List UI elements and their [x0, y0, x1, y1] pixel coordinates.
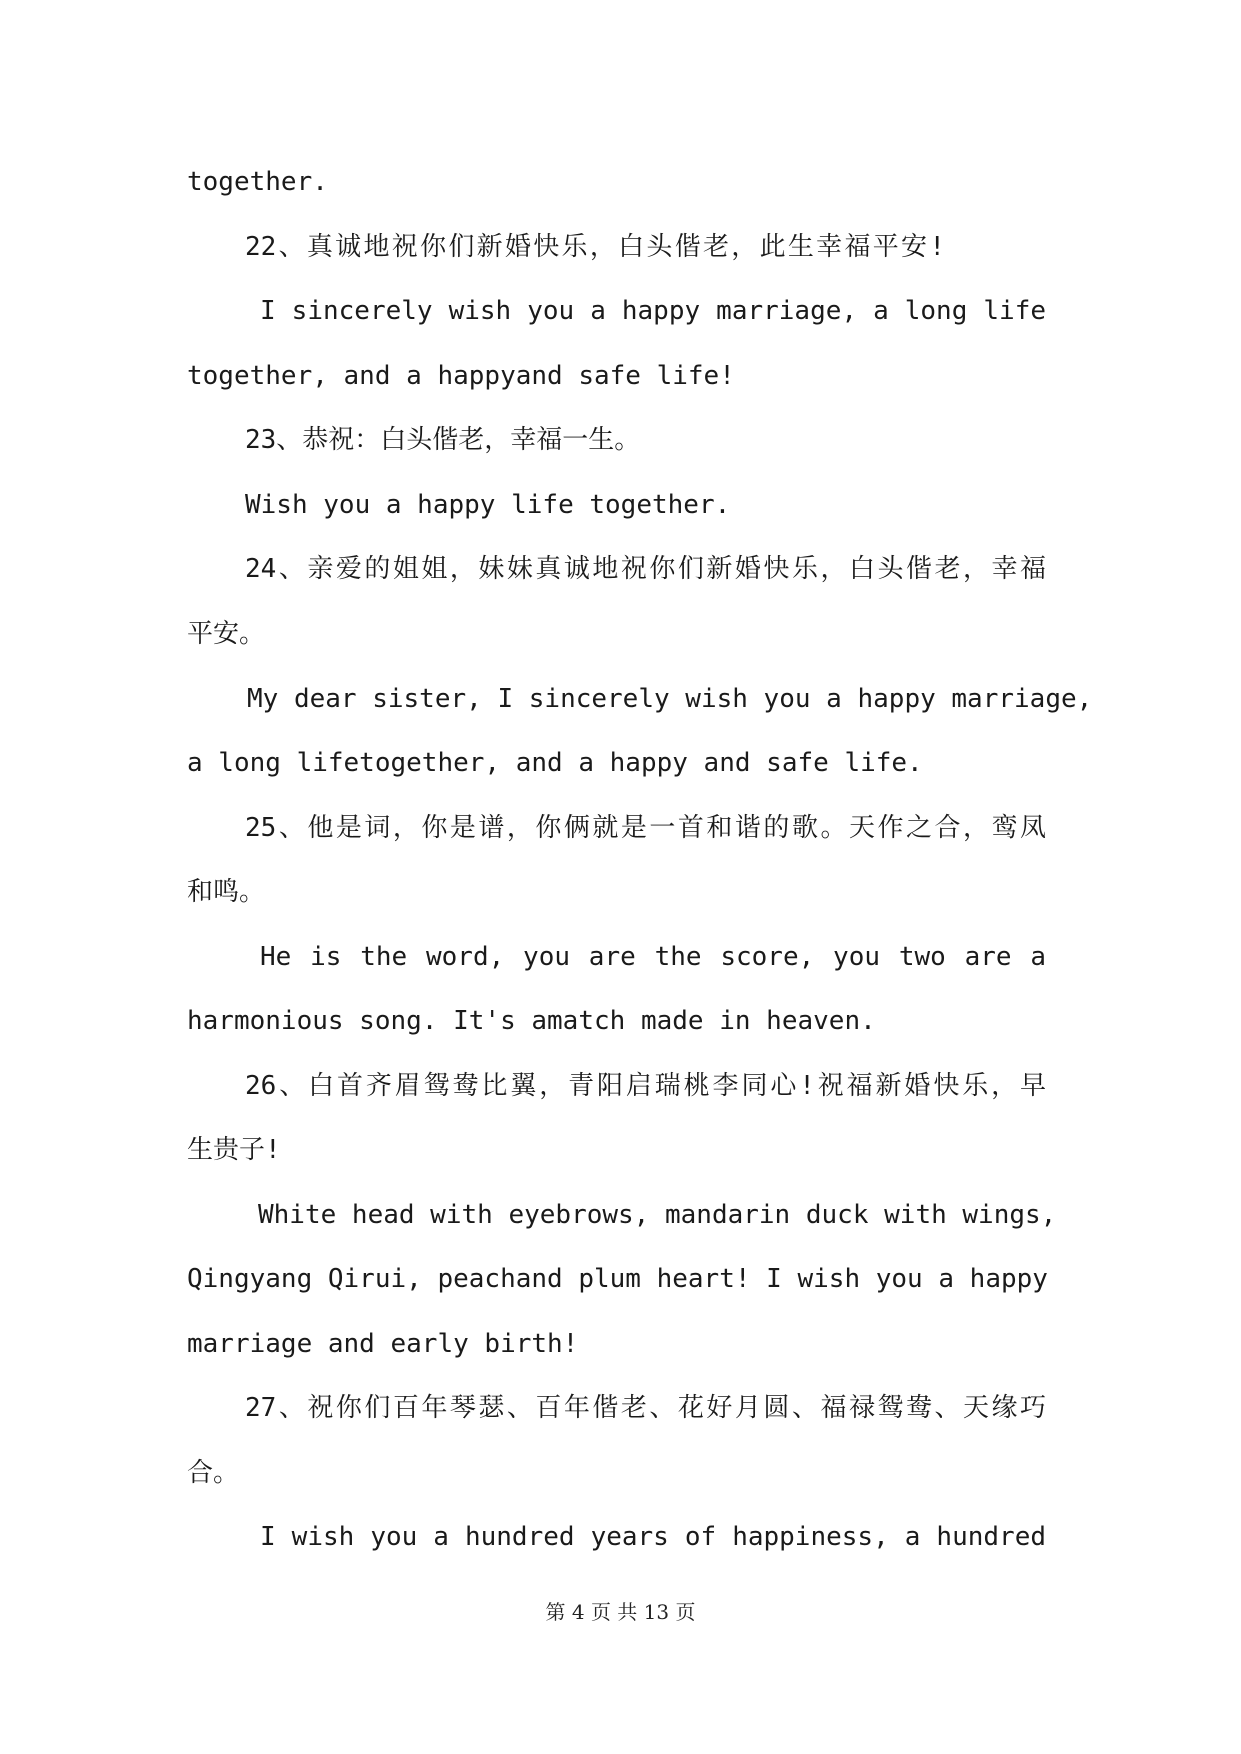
- text-line: a long lifetogether, and a happy and safe life.: [187, 748, 923, 778]
- text-line: 25、他是词，你是谱，你俩就是一首和谐的歌。天作之合，鸾凤: [245, 813, 1046, 843]
- text-line: together, and a happyand safe life!: [187, 361, 735, 391]
- text-line: Wish you a happy life together.: [245, 490, 731, 520]
- text-line: 23、恭祝：白头偕老，幸福一生。: [245, 425, 641, 455]
- text-line: I wish you a hundred years of happiness, a hundred: [260, 1522, 1046, 1552]
- text-line: 27、祝你们百年琴瑟、百年偕老、花好月圆、福禄鸳鸯、天缘巧: [245, 1393, 1046, 1423]
- text-line: He is the word, you are the score, you two are a: [260, 942, 1046, 972]
- text-line: 平安。: [187, 619, 266, 649]
- text-line: I sincerely wish you a happy marriage, a long life: [260, 296, 1046, 326]
- text-line: 22、真诚地祝你们新婚快乐，白头偕老，此生幸福平安!: [245, 232, 945, 262]
- text-line: 合。: [187, 1458, 240, 1488]
- text-line: 和鸣。: [187, 877, 266, 907]
- page-footer: 第 4 页 共 13 页: [545, 1600, 696, 1624]
- text-line: 生贵子!: [187, 1135, 281, 1165]
- text-line: harmonious song. It's amatch made in heaven.: [187, 1006, 876, 1036]
- text-line: 26、白首齐眉鸳鸯比翼，青阳启瑞桃李同心!祝福新婚快乐，早: [245, 1071, 1046, 1101]
- text-line: together.: [187, 167, 328, 197]
- text-line: Qingyang Qirui, peachand plum heart! I wish you a happy: [187, 1264, 1048, 1294]
- text-line: 24、亲爱的姐姐，妹妹真诚地祝你们新婚快乐，白头偕老，幸福: [245, 554, 1046, 584]
- text-line: White head with eyebrows, mandarin duck with wings,: [258, 1200, 1057, 1230]
- text-line: My dear sister, I sincerely wish you a happy marriage,: [247, 684, 1093, 714]
- text-line: marriage and early birth!: [187, 1329, 579, 1359]
